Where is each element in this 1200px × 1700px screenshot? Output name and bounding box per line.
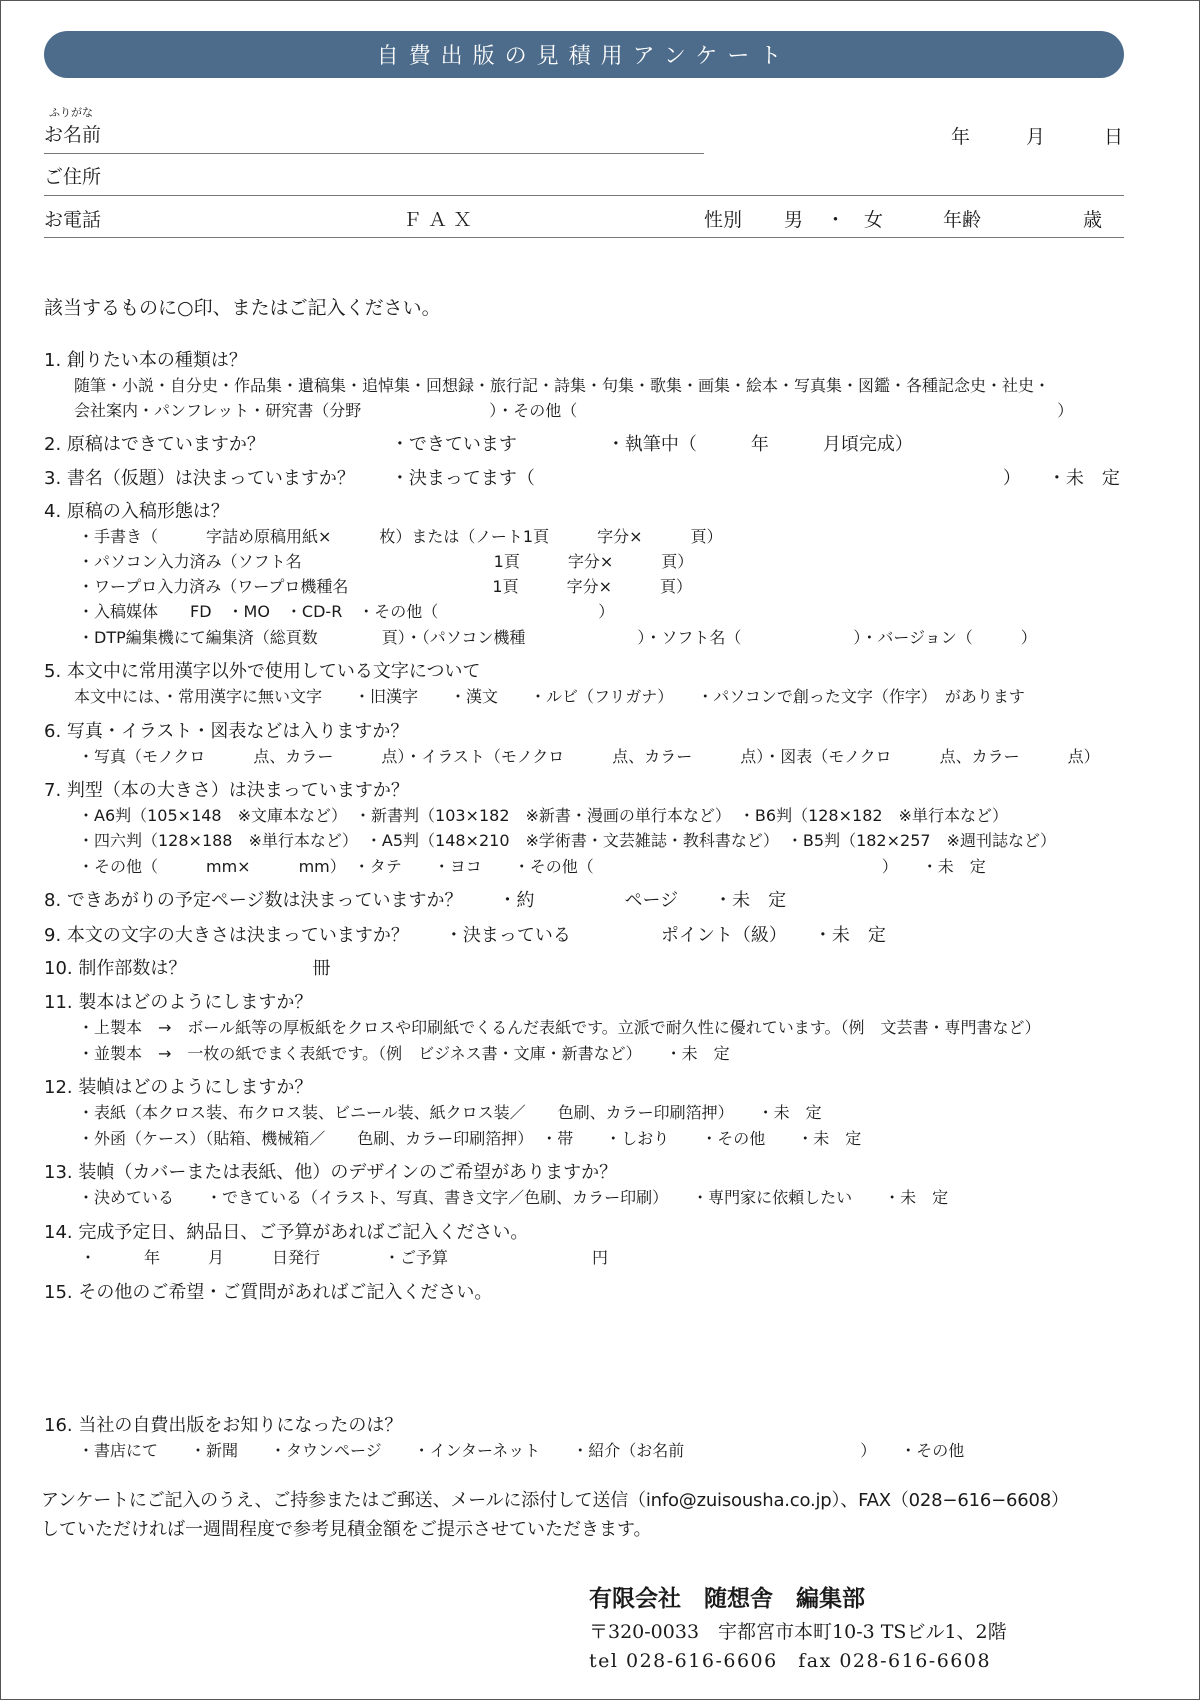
- date-year-label: 年: [951, 126, 971, 148]
- question-4-dtp[interactable]: ・DTP編集機にて編集済（総頁数 頁）・（パソコン機種 ）・ソフト名（ ）・バージョン（ ）: [78, 628, 1037, 647]
- question-14-fields[interactable]: ・ 年 月 日発行 ・ご予算 円: [80, 1248, 609, 1267]
- phone-field-line[interactable]: [44, 237, 1124, 238]
- company-address: 〒320-0033 宇都宮市本町10-3 TSビル1、2階: [589, 1621, 1007, 1643]
- form-title: 自費出版の見積用アンケート: [44, 31, 1124, 78]
- question-12-cover[interactable]: ・表紙（本クロス装、布クロス装、ビニール装、紙クロス装／ 色刷、カラー印刷箔押） ・未 定: [78, 1103, 822, 1122]
- address-label: ご住所: [44, 166, 102, 188]
- question-7-options-line-1[interactable]: ・A6判（105×148 ※文庫本など） ・新書判（103×182 ※新書・漫画の単行本など） ・B6判（128×182 ※単行本など）: [78, 806, 1008, 825]
- question-4-pc-input[interactable]: ・パソコン入力済み（ソフト名 1頁 字分× 頁）: [78, 552, 694, 571]
- question-4-media[interactable]: ・入稿媒体 FD ・MO ・CD-R ・その他（ ）: [78, 602, 615, 621]
- question-16-heading: 16. 当社の自費出版をお知りになったのは？: [44, 1415, 403, 1436]
- question-11-heading: 11. 製本はどのようにしますか？: [44, 992, 313, 1013]
- gender-separator: ・: [826, 209, 846, 231]
- fax-label: ＦＡＸ: [403, 209, 479, 231]
- gender-male-option[interactable]: 男: [784, 209, 804, 231]
- submission-note-line-2: していただければ一週間程度で参考見積金額をご提示させていただきます。: [41, 1519, 652, 1540]
- submission-note-line-1: アンケートにご記入のうえ、ご持参またはご郵送、メールに添付して送信（info@zuisousha.co.jp）、FAX（028−616−6608）: [41, 1490, 1069, 1511]
- question-12-case[interactable]: ・外函（ケース）（貼箱、機械箱／ 色刷、カラー印刷箔押） ・帯 ・しおり ・その他 ・未 定: [78, 1129, 862, 1148]
- name-label: お名前: [44, 124, 102, 146]
- question-7-options-line-3[interactable]: ・その他（ mm× mm） ・タテ ・ヨコ ・その他（ ） ・未 定: [78, 857, 986, 876]
- question-9[interactable]: 9. 本文の文字の大きさは決まっていますか？ ・決まっている ポイント（級） ・未 定: [44, 925, 886, 946]
- question-8[interactable]: 8. できあがりの予定ページ数は決まっていますか？ ・約 ページ ・未 定: [44, 890, 787, 911]
- address-field-line[interactable]: [44, 195, 1124, 196]
- date-day-label: 日: [1104, 126, 1124, 148]
- question-11-paperback[interactable]: ・並製本 → 一枚の紙でまく表紙です。（例 ビジネス書・文庫・新書など） ・未 定: [78, 1044, 730, 1063]
- question-13-heading: 13. 装幀（カバーまたは表紙、他）のデザインのご希望がありますか？: [44, 1162, 618, 1183]
- question-6-heading: 6. 写真・イラスト・図表などは入りますか？: [44, 721, 409, 742]
- question-14-heading: 14. 完成予定日、納品日、ご予算があればご記入ください。: [44, 1222, 529, 1243]
- furigana-label: ふりがな: [49, 106, 93, 119]
- gender-female-option[interactable]: 女: [864, 209, 884, 231]
- question-3[interactable]: 3. 書名（仮題）は決まっていますか？ ・決まってます（ ） ・未 定: [44, 468, 1120, 489]
- question-7-options-line-2[interactable]: ・四六判（128×188 ※単行本など） ・A5判（148×210 ※学術書・文芸雑誌・教科書など） ・B5判（182×257 ※週刊誌など）: [78, 831, 1056, 850]
- question-16-options[interactable]: ・書店にて ・新聞 ・タウンページ ・インターネット ・紹介（お名前 ） ・その他: [78, 1441, 965, 1460]
- question-13-options[interactable]: ・決めている ・できている（イラスト、写真、書き文字／色刷、カラー印刷） ・専門家に依頼したい ・未 定: [78, 1188, 949, 1207]
- question-1-options-line-2[interactable]: 会社案内・パンフレット・研究書（分野 ）・その他（ ）: [74, 401, 1074, 420]
- gender-label: 性別: [704, 209, 743, 231]
- question-4-heading: 4. 原稿の入稿形態は？: [44, 501, 229, 522]
- phone-label: お電話: [44, 209, 102, 231]
- question-10[interactable]: 10. 制作部数は？ 冊: [44, 958, 331, 979]
- question-7-heading: 7. 判型（本の大きさ）は決まっていますか？: [44, 780, 409, 801]
- instruction-text: 該当するものに○印、またはご記入ください。: [44, 297, 441, 319]
- question-1-options-line-1[interactable]: 随筆・小説・自分史・作品集・遺稿集・追悼集・回想録・旅行記・詩集・句集・歌集・画集・絵本・写真集・図鑑・各種記念史・社史・: [74, 376, 1051, 395]
- question-12-heading: 12. 装幀はどのようにしますか？: [44, 1077, 313, 1098]
- question-15-heading: 15. その他のご希望・ご質問があればご記入ください。: [44, 1282, 493, 1303]
- company-contact: tel 028-616-6606 fax 028-616-6608: [589, 1650, 992, 1672]
- question-1-heading: 1. 創りたい本の種類は？: [44, 350, 247, 371]
- age-label: 年齢: [943, 209, 982, 231]
- question-4-handwritten[interactable]: ・手書き（ 字詰め原稿用紙× 枚）または（ノート1頁 字分× 頁）: [78, 527, 723, 546]
- question-15-free-text-area[interactable]: [74, 1306, 1124, 1406]
- question-5-heading: 5. 本文中に常用漢字以外で使用している文字について: [44, 661, 481, 682]
- question-5-options[interactable]: 本文中には、・常用漢字に無い文字 ・旧漢字 ・漢文 ・ルビ（フリガナ） ・パソコンで創った文字（作字） があります: [74, 687, 1025, 706]
- question-4-wordpro-input[interactable]: ・ワープロ入力済み（ワープロ機種名 1頁 字分× 頁）: [78, 577, 692, 596]
- question-6-options[interactable]: ・写真（モノクロ 点、カラー 点）・イラスト（モノクロ 点、カラー 点）・図表（モノクロ 点、カラー 点）: [78, 747, 1100, 766]
- date-month-label: 月: [1026, 126, 1046, 148]
- name-field-line[interactable]: [44, 153, 704, 154]
- question-11-hardcover[interactable]: ・上製本 → ボール紙等の厚板紙をクロスや印刷紙でくるんだ表紙です。立派で耐久性に優れています。（例 文芸書・専門書など）: [78, 1018, 1041, 1037]
- age-unit-label: 歳: [1083, 209, 1103, 231]
- company-name: 有限会社 随想舎 編集部: [589, 1586, 865, 1612]
- question-2[interactable]: 2. 原稿はできていますか？ ・できています ・執筆中（ 年 月頃完成）: [44, 434, 913, 455]
